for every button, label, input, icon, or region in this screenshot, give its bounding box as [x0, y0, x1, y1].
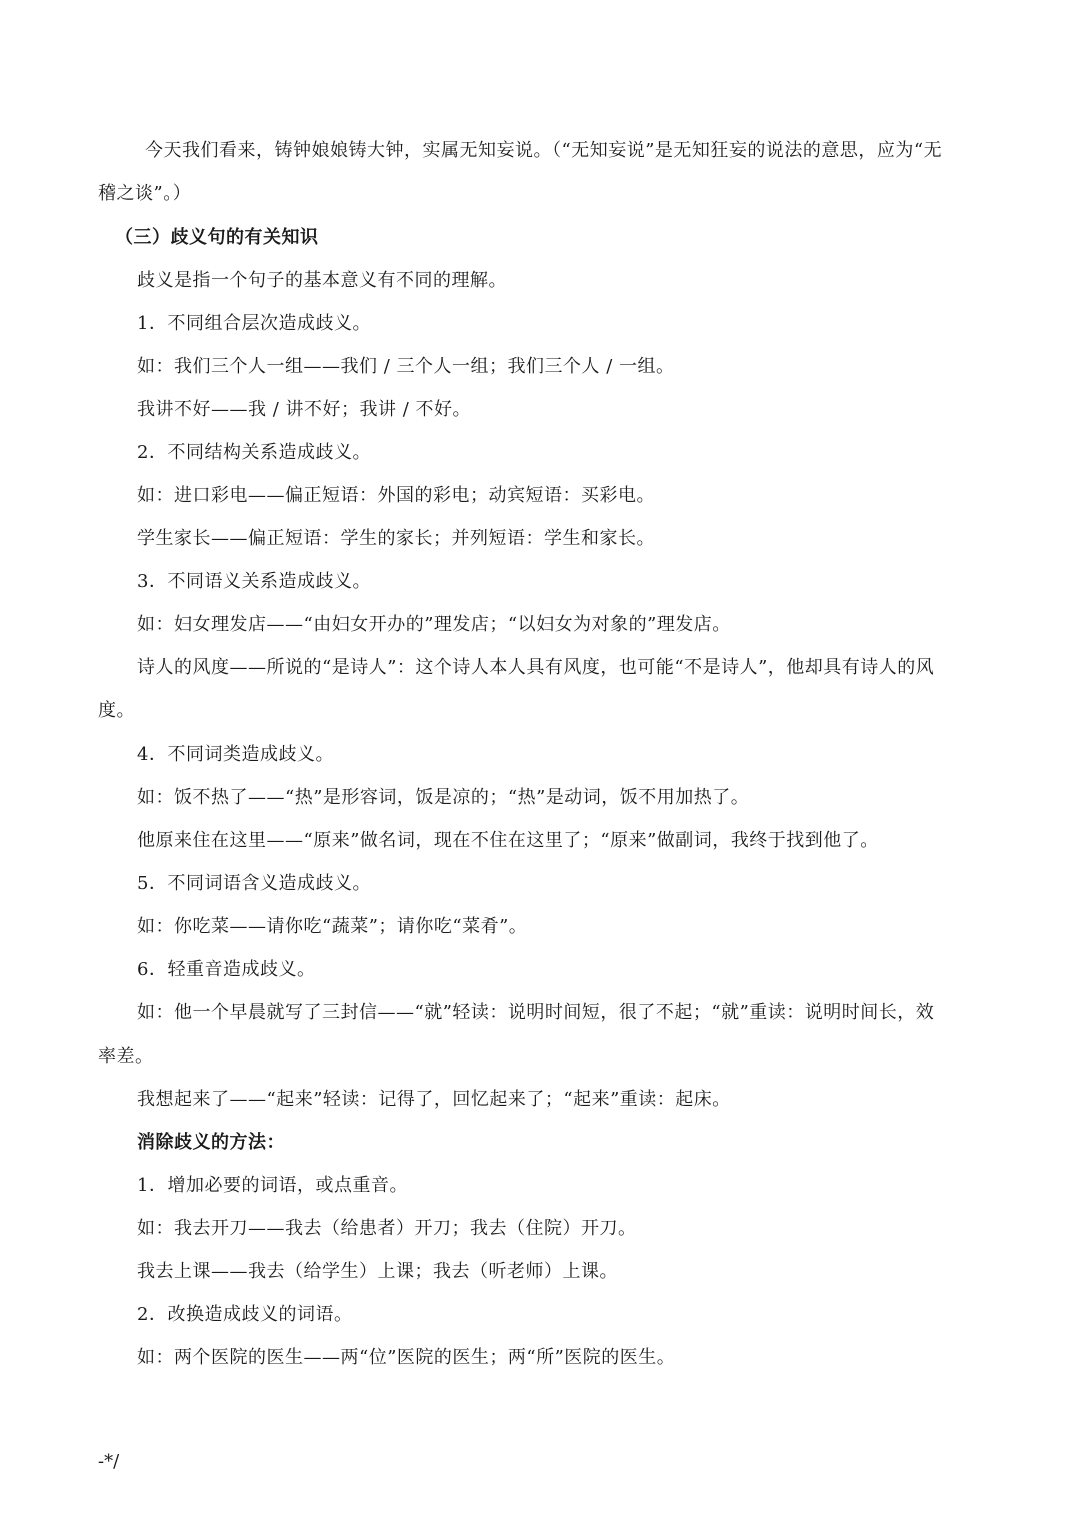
section-heading: （三）歧义句的有关知识 [115, 227, 319, 248]
example-line: 诗人的风度——所说的“是诗人”：这个诗人本人具有风度，也可能“不是诗人”，他却具有诗人的风 [137, 657, 935, 678]
paragraph-line: 今天我们看来，铸钟娘娘铸大钟，实属无知妄说。（“无知妄说”是无知狂妄的说法的意思，应为“无 [145, 140, 943, 161]
example-line: 如：我去开刀——我去（给患者）开刀；我去（住院）开刀。 [137, 1218, 637, 1239]
example-line: 如：我们三个人一组——我们 / 三个人一组；我们三个人 / 一组。 [137, 356, 675, 377]
example-line: 率差。 [98, 1046, 154, 1067]
example-line: 如：你吃菜——请你吃“蔬菜”；请你吃“菜肴”。 [137, 916, 528, 937]
example-line: 学生家长——偏正短语：学生的家长；并列短语：学生和家长。 [137, 528, 655, 549]
example-line: 如：他一个早晨就写了三封信——“就”轻读：说明时间短，很了不起；“就”重读：说明时间长，效 [137, 1002, 935, 1023]
example-line: 他原来住在这里——“原来”做名词，现在不住在这里了；“原来”做副词，我终于找到他了。 [137, 830, 879, 851]
list-item: 1．不同组合层次造成歧义。 [137, 313, 371, 334]
example-line: 度。 [98, 700, 135, 721]
example-line: 如：两个医院的医生——两“位”医院的医生；两“所”医院的医生。 [137, 1347, 676, 1368]
example-line: 如：饭不热了——“热”是形容词，饭是凉的；“热”是动词，饭不用加热了。 [137, 787, 750, 808]
example-line: 我讲不好——我 / 讲不好；我讲 / 不好。 [137, 399, 472, 420]
paragraph-line: 歧义是指一个句子的基本意义有不同的理解。 [137, 270, 507, 291]
page-footer: -*/ [98, 1451, 120, 1472]
paragraph-line: 稽之谈”。） [98, 183, 192, 204]
subheading: 消除歧义的方法： [137, 1132, 285, 1153]
example-line: 我去上课——我去（给学生）上课；我去（听老师）上课。 [137, 1261, 618, 1282]
list-item: 3．不同语义关系造成歧义。 [137, 571, 371, 592]
list-item: 2．不同结构关系造成歧义。 [137, 442, 371, 463]
example-line: 我想起来了——“起来”轻读：记得了，回忆起来了；“起来”重读：起床。 [137, 1089, 731, 1110]
example-line: 如：妇女理发店——“由妇女开办的”理发店；“以妇女为对象的”理发店。 [137, 614, 731, 635]
list-item: 1．增加必要的词语，或点重音。 [137, 1175, 408, 1196]
example-line: 如：进口彩电——偏正短语：外国的彩电；动宾短语：买彩电。 [137, 485, 655, 506]
list-item: 4．不同词类造成歧义。 [137, 744, 334, 765]
list-item: 2．改换造成歧义的词语。 [137, 1304, 353, 1325]
list-item: 6．轻重音造成歧义。 [137, 959, 316, 980]
list-item: 5．不同词语含义造成歧义。 [137, 873, 371, 894]
